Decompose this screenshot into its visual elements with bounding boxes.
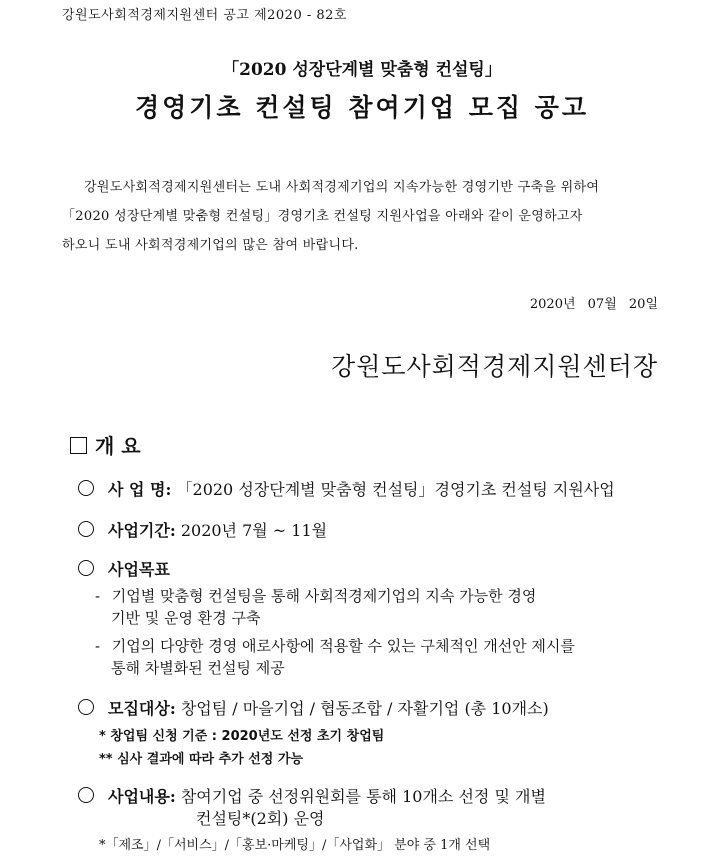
- goal-bullet-2: [95, 635, 575, 657]
- item-label: 사업목표: [108, 560, 170, 579]
- section-heading-text: 개 요: [95, 434, 141, 458]
- target-note-2: ** 심사 결과에 따라 추가 선정 가능: [99, 752, 304, 767]
- item-target: [78, 696, 549, 719]
- intro-line-1: 강원도사회적경제지원센터는 도내 사회적경제기업의 지속가능한 경영기반 구축을 위하여: [84, 180, 600, 195]
- intro-line-3: 하오니 도내 사회적경제기업의 많은 참여 바랍니다.: [62, 238, 359, 253]
- item-project-name: [78, 477, 615, 500]
- item-goal: [78, 557, 170, 580]
- issuer-name: 강원도사회적경제지원센터장: [331, 352, 658, 381]
- circle-bullet-icon: [78, 560, 94, 576]
- page-title: 경영기초 컨설팅 참여기업 모집 공고: [134, 93, 590, 122]
- notice-number: 강원도사회적경제지원센터 공고 제2020 - 82호: [62, 8, 347, 23]
- dash-bullet-icon: -: [95, 587, 101, 605]
- program-subtitle: 「2020 성장단계별 맞춤형 컨설팅」: [222, 60, 502, 80]
- item-label: 사업기간:: [108, 521, 176, 540]
- announcement-date: 2020년 07월 20일: [529, 297, 658, 312]
- item-value: 참여기업 중 선정위원회를 통해 10개소 선정 및 개별: [180, 787, 546, 806]
- goal-bullet-2-line2: 통해 차별화된 컨설팅 제공: [111, 659, 285, 677]
- item-value: 2020년 7월 ~ 11월: [180, 521, 328, 540]
- circle-bullet-icon: [78, 521, 94, 537]
- target-note-1: * 창업팀 신청 기준 : 2020년도 선정 초기 창업팀: [99, 729, 385, 744]
- goal-bullet-2-line1: 기업의 다양한 경영 애로사항에 적용할 수 있는 구체적인 개선안 제시를: [111, 637, 575, 655]
- intro-paragraph: [62, 173, 662, 260]
- circle-bullet-icon: [78, 787, 94, 803]
- item-content: [78, 784, 546, 807]
- item-value: 「2020 성장단계별 맞춤형 컨설팅」경영기초 컨설팅 지원사업: [176, 480, 615, 499]
- goal-bullet-1: [95, 585, 536, 607]
- item-label: 사업내용:: [108, 787, 176, 806]
- section-heading: [70, 430, 141, 459]
- content-value-line2: 컨설팅*(2회) 운영: [196, 809, 325, 828]
- circle-bullet-icon: [78, 699, 94, 715]
- item-period: [78, 518, 327, 541]
- item-label: 모집대상:: [108, 699, 176, 718]
- circle-bullet-icon: [78, 480, 94, 496]
- item-value: 창업팀 / 마을기업 / 협동조합 / 자활기업 (총 10개소): [180, 699, 549, 718]
- goal-bullet-1-line1: 기업별 맞춤형 컨설팅을 통해 사회적경제기업의 지속 가능한 경영: [111, 587, 537, 605]
- content-note: *「제조」/「서비스」/「홍보·마케팅」/「사업화」 분야 중 1개 선택: [99, 838, 491, 853]
- intro-line-2: 「2020 성장단계별 맞춤형 컨설팅」경영기초 컨설팅 지원사업을 아래와 같이 운영하고자: [62, 209, 583, 224]
- dash-bullet-icon: -: [95, 637, 101, 655]
- goal-bullet-1-line2: 기반 및 운영 환경 구축: [111, 609, 261, 627]
- checkbox-square-icon: [70, 437, 87, 454]
- item-label: 사 업 명:: [108, 480, 172, 499]
